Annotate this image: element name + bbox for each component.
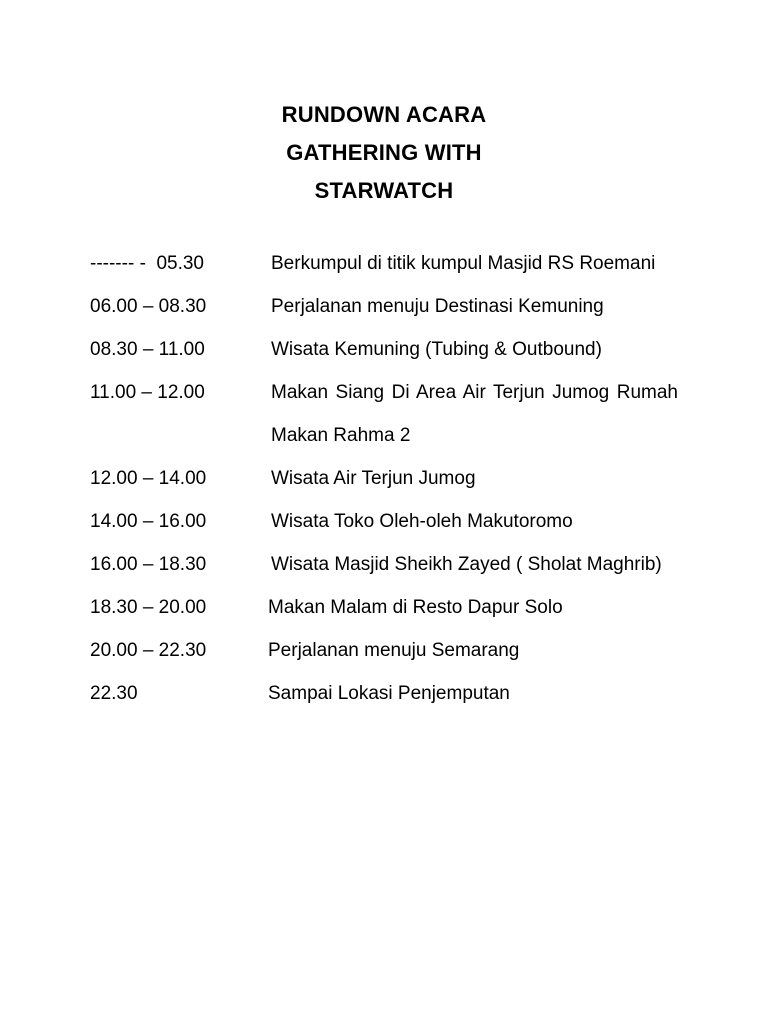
schedule-row — [90, 672, 678, 715]
title-line-3: STARWATCH — [314, 178, 454, 203]
schedule-time: 22.30 — [90, 683, 138, 704]
schedule-activity: Perjalanan menuju Destinasi Kemuning — [271, 296, 604, 317]
schedule-row — [90, 285, 678, 328]
schedule-row — [90, 328, 678, 371]
schedule-row — [90, 242, 678, 285]
schedule-time: 16.00 – 18.30 — [90, 554, 207, 575]
schedule-row — [90, 371, 678, 457]
schedule-row — [90, 586, 678, 629]
schedule-activity: Wisata Masjid Sheikh Zayed ( Sholat Maghrib) — [271, 554, 662, 575]
title-line-1: RUNDOWN ACARA — [281, 102, 487, 127]
schedule-time: 06.00 – 08.30 — [90, 296, 207, 317]
schedule-row — [90, 629, 678, 672]
schedule-activity: Wisata Kemuning (Tubing & Outbound) — [271, 339, 602, 360]
schedule-time: ------- - 05.30 — [90, 253, 204, 274]
schedule-row — [90, 500, 678, 543]
schedule-row — [90, 457, 678, 500]
schedule-activity: Berkumpul di titik kumpul Masjid RS Roemani — [271, 253, 656, 274]
schedule-time: 18.30 – 20.00 — [90, 597, 207, 618]
schedule-time: 08.30 – 11.00 — [90, 339, 205, 360]
schedule-activity: Makan Siang Di Area Air Terjun Jumog Rumah Makan Rahma 2 — [271, 382, 678, 446]
schedule-activity: Perjalanan menuju Semarang — [268, 640, 520, 661]
schedule-list — [90, 242, 678, 715]
schedule-row — [90, 543, 678, 586]
schedule-time: 14.00 – 16.00 — [90, 511, 207, 532]
schedule-time: 11.00 – 12.00 — [90, 382, 205, 403]
document-title — [0, 96, 768, 210]
title-line-2: GATHERING WITH — [286, 140, 482, 165]
schedule-time: 20.00 – 22.30 — [90, 640, 207, 661]
schedule-time: 12.00 – 14.00 — [90, 468, 207, 489]
schedule-activity: Wisata Air Terjun Jumog — [271, 468, 476, 489]
schedule-activity: Wisata Toko Oleh-oleh Makutoromo — [271, 511, 573, 532]
schedule-activity: Makan Malam di Resto Dapur Solo — [268, 597, 563, 618]
schedule-activity: Sampai Lokasi Penjemputan — [268, 683, 510, 704]
